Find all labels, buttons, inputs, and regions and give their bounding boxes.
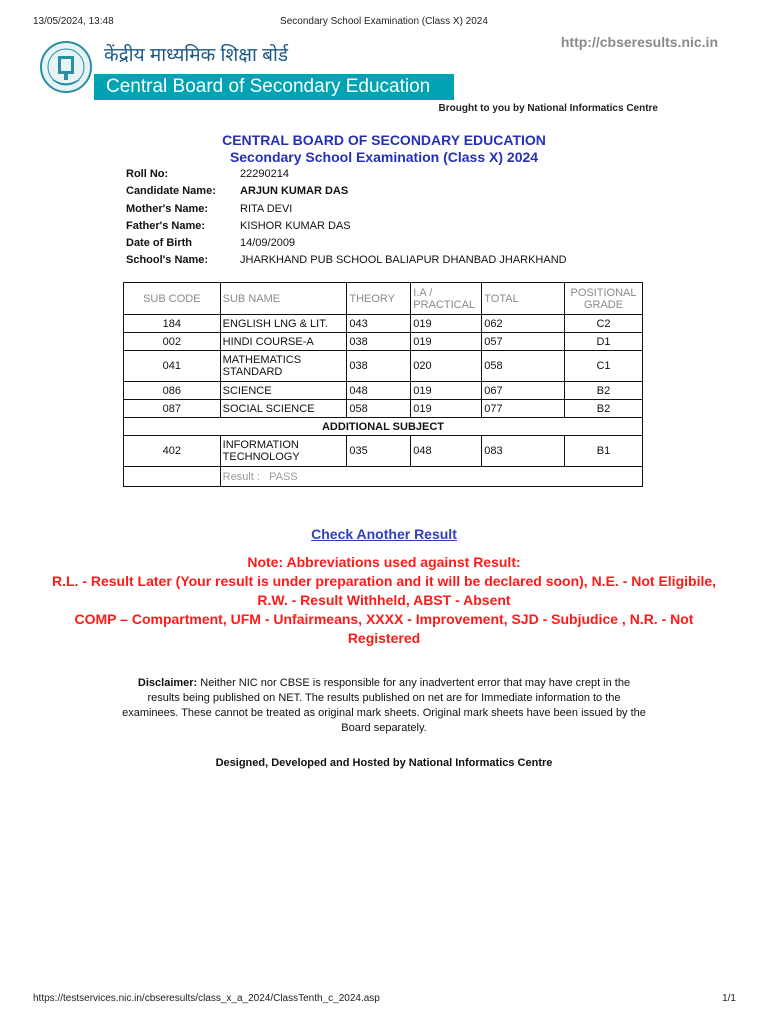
grade: C1 (565, 351, 643, 382)
info-label: Roll No: (126, 168, 169, 180)
theory: 048 (347, 382, 411, 400)
table-row (124, 315, 643, 333)
theory: 038 (347, 351, 411, 382)
disclaimer-label: Disclaimer: (137, 677, 198, 689)
table-row (124, 400, 643, 418)
board-title-hindi: केंद्रीय माध्यमिक शिक्षा बोर्ड (104, 45, 289, 66)
check-another-result-link[interactable]: Check Another Result (311, 526, 457, 542)
sub-code: 041 (124, 351, 221, 382)
board-title-english: Central Board of Secondary Education (94, 74, 454, 100)
note-line1: R.L. - Result Later (Your result is under preparation and it will be declared soon), N.E. - Not Eligibile, R.W. - Result Withheld, ABST - Absent (51, 573, 717, 608)
total: 058 (482, 351, 565, 382)
practical: 019 (411, 315, 482, 333)
col-header: I.A / PRACTICAL (411, 283, 482, 315)
info-value: 14/09/2009 (240, 237, 296, 250)
site-url[interactable]: http://cbseresults.nic.in (560, 34, 718, 50)
disclaimer (122, 676, 646, 736)
col-header: POSITIONAL GRADE (565, 283, 643, 315)
result-title-line2: Secondary School Examination (Class X) 2024 (229, 149, 539, 165)
theory: 043 (347, 315, 411, 333)
sub-name: MATHEMATICS STANDARD (220, 351, 347, 382)
theory: 058 (347, 400, 411, 418)
result-title (0, 132, 768, 166)
abbreviation-note (40, 553, 728, 648)
sub-code: 184 (124, 315, 221, 333)
practical: 019 (411, 400, 482, 418)
additional-subject-row (124, 418, 643, 436)
marks-table (123, 282, 643, 487)
disclaimer-text: Neither NIC nor CBSE is responsible for any inadvertent error that may have crept in the results being published on NET. The results published on net are for Immediate information to the examinees. These cannot be treated as original mark sheets. Original mark sheets have been issued by the Board separately. (122, 677, 646, 734)
result-cell (220, 467, 642, 487)
table-row (124, 382, 643, 400)
info-value: KISHOR KUMAR DAS (240, 219, 351, 232)
grade: B2 (565, 382, 643, 400)
info-label: Mother's Name: (126, 202, 209, 215)
sub-code: 402 (124, 436, 221, 467)
info-label: Father's Name: (126, 219, 206, 232)
total: 062 (482, 315, 565, 333)
sub-code: 087 (124, 400, 221, 418)
grade: D1 (565, 333, 643, 351)
col-header: SUB NAME (220, 283, 347, 315)
practical: 020 (411, 351, 482, 382)
info-value: ARJUN KUMAR DAS (240, 185, 349, 198)
print-page-number: 1/1 (722, 993, 736, 1004)
result-value: PASS (269, 470, 298, 483)
total: 057 (482, 333, 565, 351)
print-page-title: Secondary School Examination (Class X) 2024 (280, 16, 488, 27)
total: 083 (482, 436, 565, 467)
sub-name: ENGLISH LNG & LIT. (220, 315, 347, 333)
result-row (124, 467, 643, 487)
table-row (124, 351, 643, 382)
info-label: School's Name: (126, 254, 209, 267)
info-label: Candidate Name: (126, 185, 216, 198)
theory: 038 (347, 333, 411, 351)
sub-name: SCIENCE (220, 382, 347, 400)
practical: 019 (411, 333, 482, 351)
info-value: RITA DEVI (240, 202, 293, 215)
info-value: JHARKHAND PUB SCHOOL BALIAPUR DHANBAD JHARKHAND (240, 254, 567, 267)
table-row (124, 436, 643, 467)
total: 077 (482, 400, 565, 418)
col-header: TOTAL (482, 283, 565, 315)
practical: 019 (411, 382, 482, 400)
print-url: https://testservices.nic.in/cbseresults/class_x_a_2024/ClassTenth_c_2024.asp (33, 993, 380, 1004)
grade: C2 (565, 315, 643, 333)
result-label: Result : (222, 470, 260, 483)
brought-by-text: Brought to you by National Informatics Centre (438, 103, 658, 114)
grade: B1 (565, 436, 643, 467)
practical: 048 (411, 436, 482, 467)
table-header-row (124, 283, 643, 315)
col-header: THEORY (347, 283, 411, 315)
grade: B2 (565, 400, 643, 418)
sub-name: SOCIAL SCIENCE (220, 400, 347, 418)
sub-name: INFORMATION TECHNOLOGY (220, 436, 347, 467)
additional-subject-heading: ADDITIONAL SUBJECT (124, 418, 643, 436)
theory: 035 (347, 436, 411, 467)
total: 067 (482, 382, 565, 400)
info-label: Date of Birth (126, 237, 192, 250)
result-empty-cell (124, 467, 221, 487)
result-title-line1: CENTRAL BOARD OF SECONDARY EDUCATION (222, 132, 546, 148)
print-datetime: 13/05/2024, 13:48 (33, 16, 114, 27)
designed-by: Designed, Developed and Hosted by National Informatics Centre (215, 757, 553, 769)
sub-code: 086 (124, 382, 221, 400)
note-line2: COMP – Compartment, UFM - Unfairmeans, XXXX - Improvement, SJD - Subjudice , N.R. - Not Registered (74, 611, 694, 646)
cbse-emblem-icon (39, 40, 93, 94)
table-row (124, 333, 643, 351)
sub-code: 002 (124, 333, 221, 351)
col-header: SUB CODE (124, 283, 221, 315)
note-heading: Note: Abbreviations used against Result: (247, 554, 521, 570)
sub-name: HINDI COURSE-A (220, 333, 347, 351)
info-value: 22290214 (240, 168, 289, 180)
